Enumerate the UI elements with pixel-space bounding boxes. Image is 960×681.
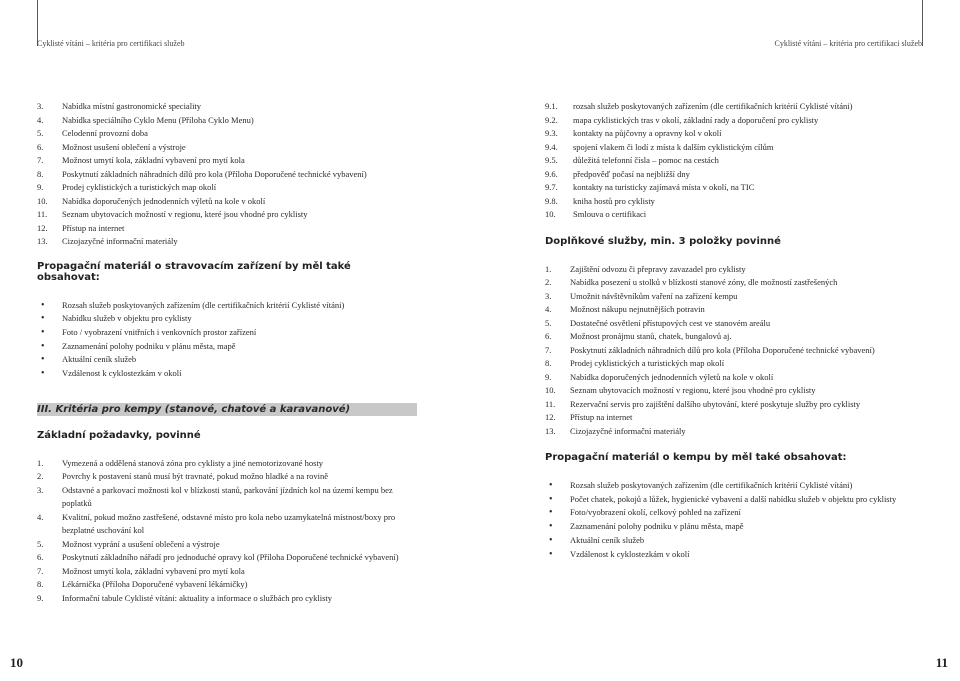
left-page-column — [37, 100, 417, 605]
bullet-item: • Foto / vyobrazení vnitřních i venkovních prostor zařízení — [37, 326, 417, 340]
item-number: 9.8. — [545, 195, 558, 206]
list-item — [545, 344, 935, 358]
item-number: 3. — [37, 484, 44, 495]
item-number: 9. — [37, 182, 44, 192]
item-number: 9.7. — [545, 182, 558, 192]
extra-services-heading: Doplňkové služby, min. 3 položky povinné — [545, 235, 781, 247]
bullet-item: • Vzdálenost k cyklostezkám v okolí — [545, 548, 935, 562]
list-item — [545, 154, 935, 168]
item-number: 5. — [37, 538, 44, 549]
list-item — [545, 263, 935, 277]
item-number: 8. — [37, 168, 44, 179]
item-number: 12. — [37, 222, 48, 233]
item-text: Poskytnutí základních náhradních dílů pro kola (Příloha Doporučené technické vybavení) — [570, 344, 875, 355]
item-text: spojení vlakem či lodí z místa k dalším cyklistickým cílům — [573, 141, 774, 152]
camp-promo-heading: Propagační materiál o kempu by měl také obsahovat: — [545, 452, 847, 463]
item-number: 4. — [545, 304, 552, 314]
item-text: Povrchy k postavení stanů musí být travnaté, pokud možno hladké a na rovině — [62, 471, 329, 482]
info-board-sublist — [545, 100, 935, 222]
item-text: Možnost umytí kola, základní vybavení pro mytí kola — [62, 565, 245, 576]
item-number: 9. — [37, 592, 44, 603]
list-item — [37, 484, 417, 511]
item-text: Celodenní provozní doba — [62, 128, 148, 138]
list-item — [545, 371, 935, 385]
item-text: Kvalitní, pokud možno zastřešené, odstavné místo pro kola nebo uzamykatelná místnost/boxy pro bezplatné uschování kol — [62, 511, 396, 536]
camp-basic-list — [37, 457, 417, 606]
item-text: Lékárnička (Příloha Doporučené vybavení lékárničky) — [62, 579, 248, 590]
list-item — [37, 154, 417, 168]
bullet-item: • Počet chatek, pokojů a lůžek, hygienické vybavení a další nabídku služeb v objektu pro cyklisty — [545, 493, 935, 507]
list-item — [545, 357, 935, 371]
bullet-item: • Rozsah služeb poskytovaných zařízením (dle certifikačních kritérií Cyklisté vítáni) — [545, 479, 935, 493]
item-number: 6. — [37, 552, 44, 563]
item-text: Přístup na internet — [62, 222, 125, 233]
item-text: Možnost umytí kola, základní vybavení pro mytí kola — [62, 155, 245, 165]
list-item — [545, 127, 935, 141]
page-number-right: 11 — [935, 655, 948, 670]
running-header-left: Cyklisté vítáni – kritéria pro certifikaci služeb — [37, 39, 185, 48]
item-text: kontakty na půjčovny a opravny kol v okolí — [573, 128, 722, 138]
item-number: 2. — [545, 277, 552, 287]
bullet-item: • Nabídku služeb v objektu pro cyklisty — [37, 312, 417, 326]
bullet-item: • Rozsah služeb poskytovaných zařízením (dle certifikačních kritérií Cyklisté vítáni) — [37, 299, 417, 313]
item-number: 5. — [37, 128, 44, 138]
item-text: Vymezená a oddělená stanová zóna pro cyklisty a jiné nemotorizované hosty — [62, 457, 324, 468]
item-number: 3. — [545, 290, 552, 301]
bullet-item: • Foto/vyobrazení okolí, celkový pohled na zařízení — [545, 506, 935, 520]
item-number: 3. — [37, 101, 44, 111]
list-item — [37, 457, 417, 471]
list-item — [37, 235, 417, 249]
item-number: 13. — [545, 425, 556, 436]
list-item — [545, 384, 935, 398]
item-text: Poskytnutí základních náhradních dílů pro kola (Příloha Doporučené technické vybavení) — [62, 168, 367, 179]
item-text: kniha hostů pro cyklisty — [573, 195, 655, 206]
list-item — [545, 168, 935, 182]
item-text: Nabídka doporučených jednodenních výletů na kole v okolí — [570, 371, 774, 382]
list-item — [37, 578, 417, 592]
item-number: 10. — [37, 195, 48, 206]
list-item — [37, 181, 417, 195]
list-item — [545, 114, 935, 128]
item-text: Smlouva o certifikaci — [573, 209, 647, 219]
list-item — [37, 168, 417, 182]
bullet-item: • Zaznamenání polohy podniku v plánu města, mapě — [37, 340, 417, 354]
list-item — [37, 100, 417, 114]
item-text: Možnost pronájmu stanů, chatek, bungalovů aj. — [570, 331, 732, 341]
list-item — [37, 565, 417, 579]
item-number: 7. — [545, 344, 552, 355]
list-item — [545, 303, 935, 317]
list-item — [545, 425, 935, 439]
item-text: Zajištění odvozu či přepravy zavazadel pro cyklisty — [570, 263, 746, 274]
item-text: důležitá telefonní čísla – pomoc na cestách — [573, 155, 719, 165]
list-item — [545, 290, 935, 304]
item-number: 13. — [37, 236, 48, 246]
right-margin-line — [922, 0, 923, 46]
list-item — [545, 398, 935, 412]
item-number: 4. — [37, 511, 44, 522]
item-number: 6. — [37, 141, 44, 152]
item-number: 6. — [545, 331, 552, 341]
item-number: 5. — [545, 317, 552, 328]
item-text: Prodej cyklistických a turistických map okolí — [62, 182, 217, 192]
camp-promo-list — [545, 479, 935, 561]
item-number: 9.6. — [545, 168, 558, 179]
list-item — [37, 551, 417, 565]
item-number: 2. — [37, 471, 44, 482]
item-text: Možnost vyprání a usušení oblečení a výstroje — [62, 538, 220, 549]
list-item — [37, 127, 417, 141]
item-text: Nabídka doporučených jednodenních výletů na kole v okolí — [62, 195, 266, 206]
list-item — [37, 592, 417, 606]
item-text: Poskytnutí základního nářadí pro jednoduché opravy kol (Příloha Doporučené technické vybavení) — [62, 552, 399, 563]
item-text: Cizojazyčné informační materiály — [570, 425, 686, 436]
item-text: Nabídka místní gastronomické speciality — [62, 101, 202, 111]
item-number: 10. — [545, 385, 556, 395]
item-text: mapa cyklistických tras v okolí, základní rady a doporučení pro cyklisty — [573, 114, 819, 125]
item-number: 9.1. — [545, 101, 558, 111]
item-text: Možnost nákupu nejnutnějších potravin — [570, 304, 705, 314]
item-text: Přístup na internet — [570, 412, 633, 422]
list-item — [37, 141, 417, 155]
bullet-item: • Aktuální ceník služeb — [37, 353, 417, 367]
extra-services-list — [545, 263, 935, 439]
item-text: Nabídka speciálního Cyklo Menu (Příloha Cyklo Menu) — [62, 114, 254, 125]
promo-list — [37, 299, 417, 381]
item-number: 7. — [37, 155, 44, 165]
bullet-item: • Vzdálenost k cyklostezkám v okolí — [37, 367, 417, 381]
item-number: 10. — [545, 209, 556, 219]
list-item — [37, 470, 417, 484]
running-header-right: Cyklisté vítáni – kritéria pro certifikaci služeb — [774, 39, 922, 48]
item-number: 9.4. — [545, 141, 558, 152]
item-text: Prodej cyklistických a turistických map okolí — [570, 358, 725, 368]
restaurant-criteria-list — [37, 100, 417, 249]
item-number: 1. — [37, 457, 44, 468]
list-item — [545, 411, 935, 425]
item-text: Cizojazyčné informační materiály — [62, 236, 178, 246]
item-text: Umožnit návštěvníkům vaření na zařízení kempu — [570, 290, 738, 301]
item-number: 11. — [545, 398, 556, 409]
item-text: Nabídka posezení u stolků v blízkosti stanové zóny, dle možností zastřešených — [570, 277, 838, 287]
item-text: Odstavné a parkovací možnosti kol v blízkosti stanů, parkování jízdních kol na území kempu bez poplatků — [62, 484, 393, 509]
item-number: 12. — [545, 412, 556, 422]
item-text: Rezervační servis pro zajištění dalšího ubytování, které poskytuje služby pro cyklisty — [570, 398, 861, 409]
item-number: 8. — [545, 358, 552, 368]
item-text: rozsah služeb poskytovaných zařízením (dle certifikačních kritérií Cyklisté vítáni) — [573, 101, 853, 111]
list-item — [545, 141, 935, 155]
list-item — [545, 181, 935, 195]
list-item — [545, 330, 935, 344]
item-text: Možnost usušení oblečení a výstroje — [62, 141, 186, 152]
item-text: Informační tabule Cyklisté vítáni: aktuality a informace o službách pro cyklisty — [62, 592, 333, 603]
list-item — [37, 114, 417, 128]
list-item — [545, 276, 935, 290]
item-text: kontakty na turisticky zajímavá místa v okolí, na TIC — [573, 182, 755, 192]
item-text: Seznam ubytovacích možností v regionu, které jsou vhodné pro cyklisty — [62, 209, 308, 219]
promo-heading: Propagační materiál o stravovacím zařízení by měl také obsahovat: — [37, 260, 351, 283]
item-number: 1. — [545, 263, 552, 274]
item-number: 11. — [37, 209, 48, 219]
item-number: 9.3. — [545, 128, 558, 138]
item-number: 4. — [37, 114, 44, 125]
list-item — [545, 100, 935, 114]
item-number: 8. — [37, 579, 44, 590]
item-number: 9. — [545, 371, 552, 382]
list-item — [37, 538, 417, 552]
basic-requirements-heading: Základní požadavky, povinné — [37, 429, 201, 441]
page-number-left: 10 — [10, 655, 23, 670]
list-item — [545, 195, 935, 209]
list-item — [37, 208, 417, 222]
list-item — [545, 208, 935, 222]
item-text: předpověď počasí na nejbližší dny — [573, 168, 690, 179]
item-number: 9.2. — [545, 114, 558, 125]
list-item — [545, 317, 935, 331]
right-page-column — [545, 100, 935, 561]
list-item — [37, 222, 417, 236]
bullet-item: • Zaznamenání polohy podniku v plánu města, mapě — [545, 520, 935, 534]
bullet-item: • Aktuální ceník služeb — [545, 534, 935, 548]
item-number: 7. — [37, 565, 44, 576]
item-number: 9.5. — [545, 155, 558, 165]
item-text: Dostatečné osvětlení přístupových cest ve stanovém areálu — [570, 317, 771, 328]
item-text: Seznam ubytovacích možností v regionu, které jsou vhodné pro cyklisty — [570, 385, 816, 395]
list-item — [37, 195, 417, 209]
section-title-bar: III. Kritéria pro kempy (stanové, chatové a karavanové) — [37, 403, 417, 416]
list-item — [37, 511, 417, 538]
